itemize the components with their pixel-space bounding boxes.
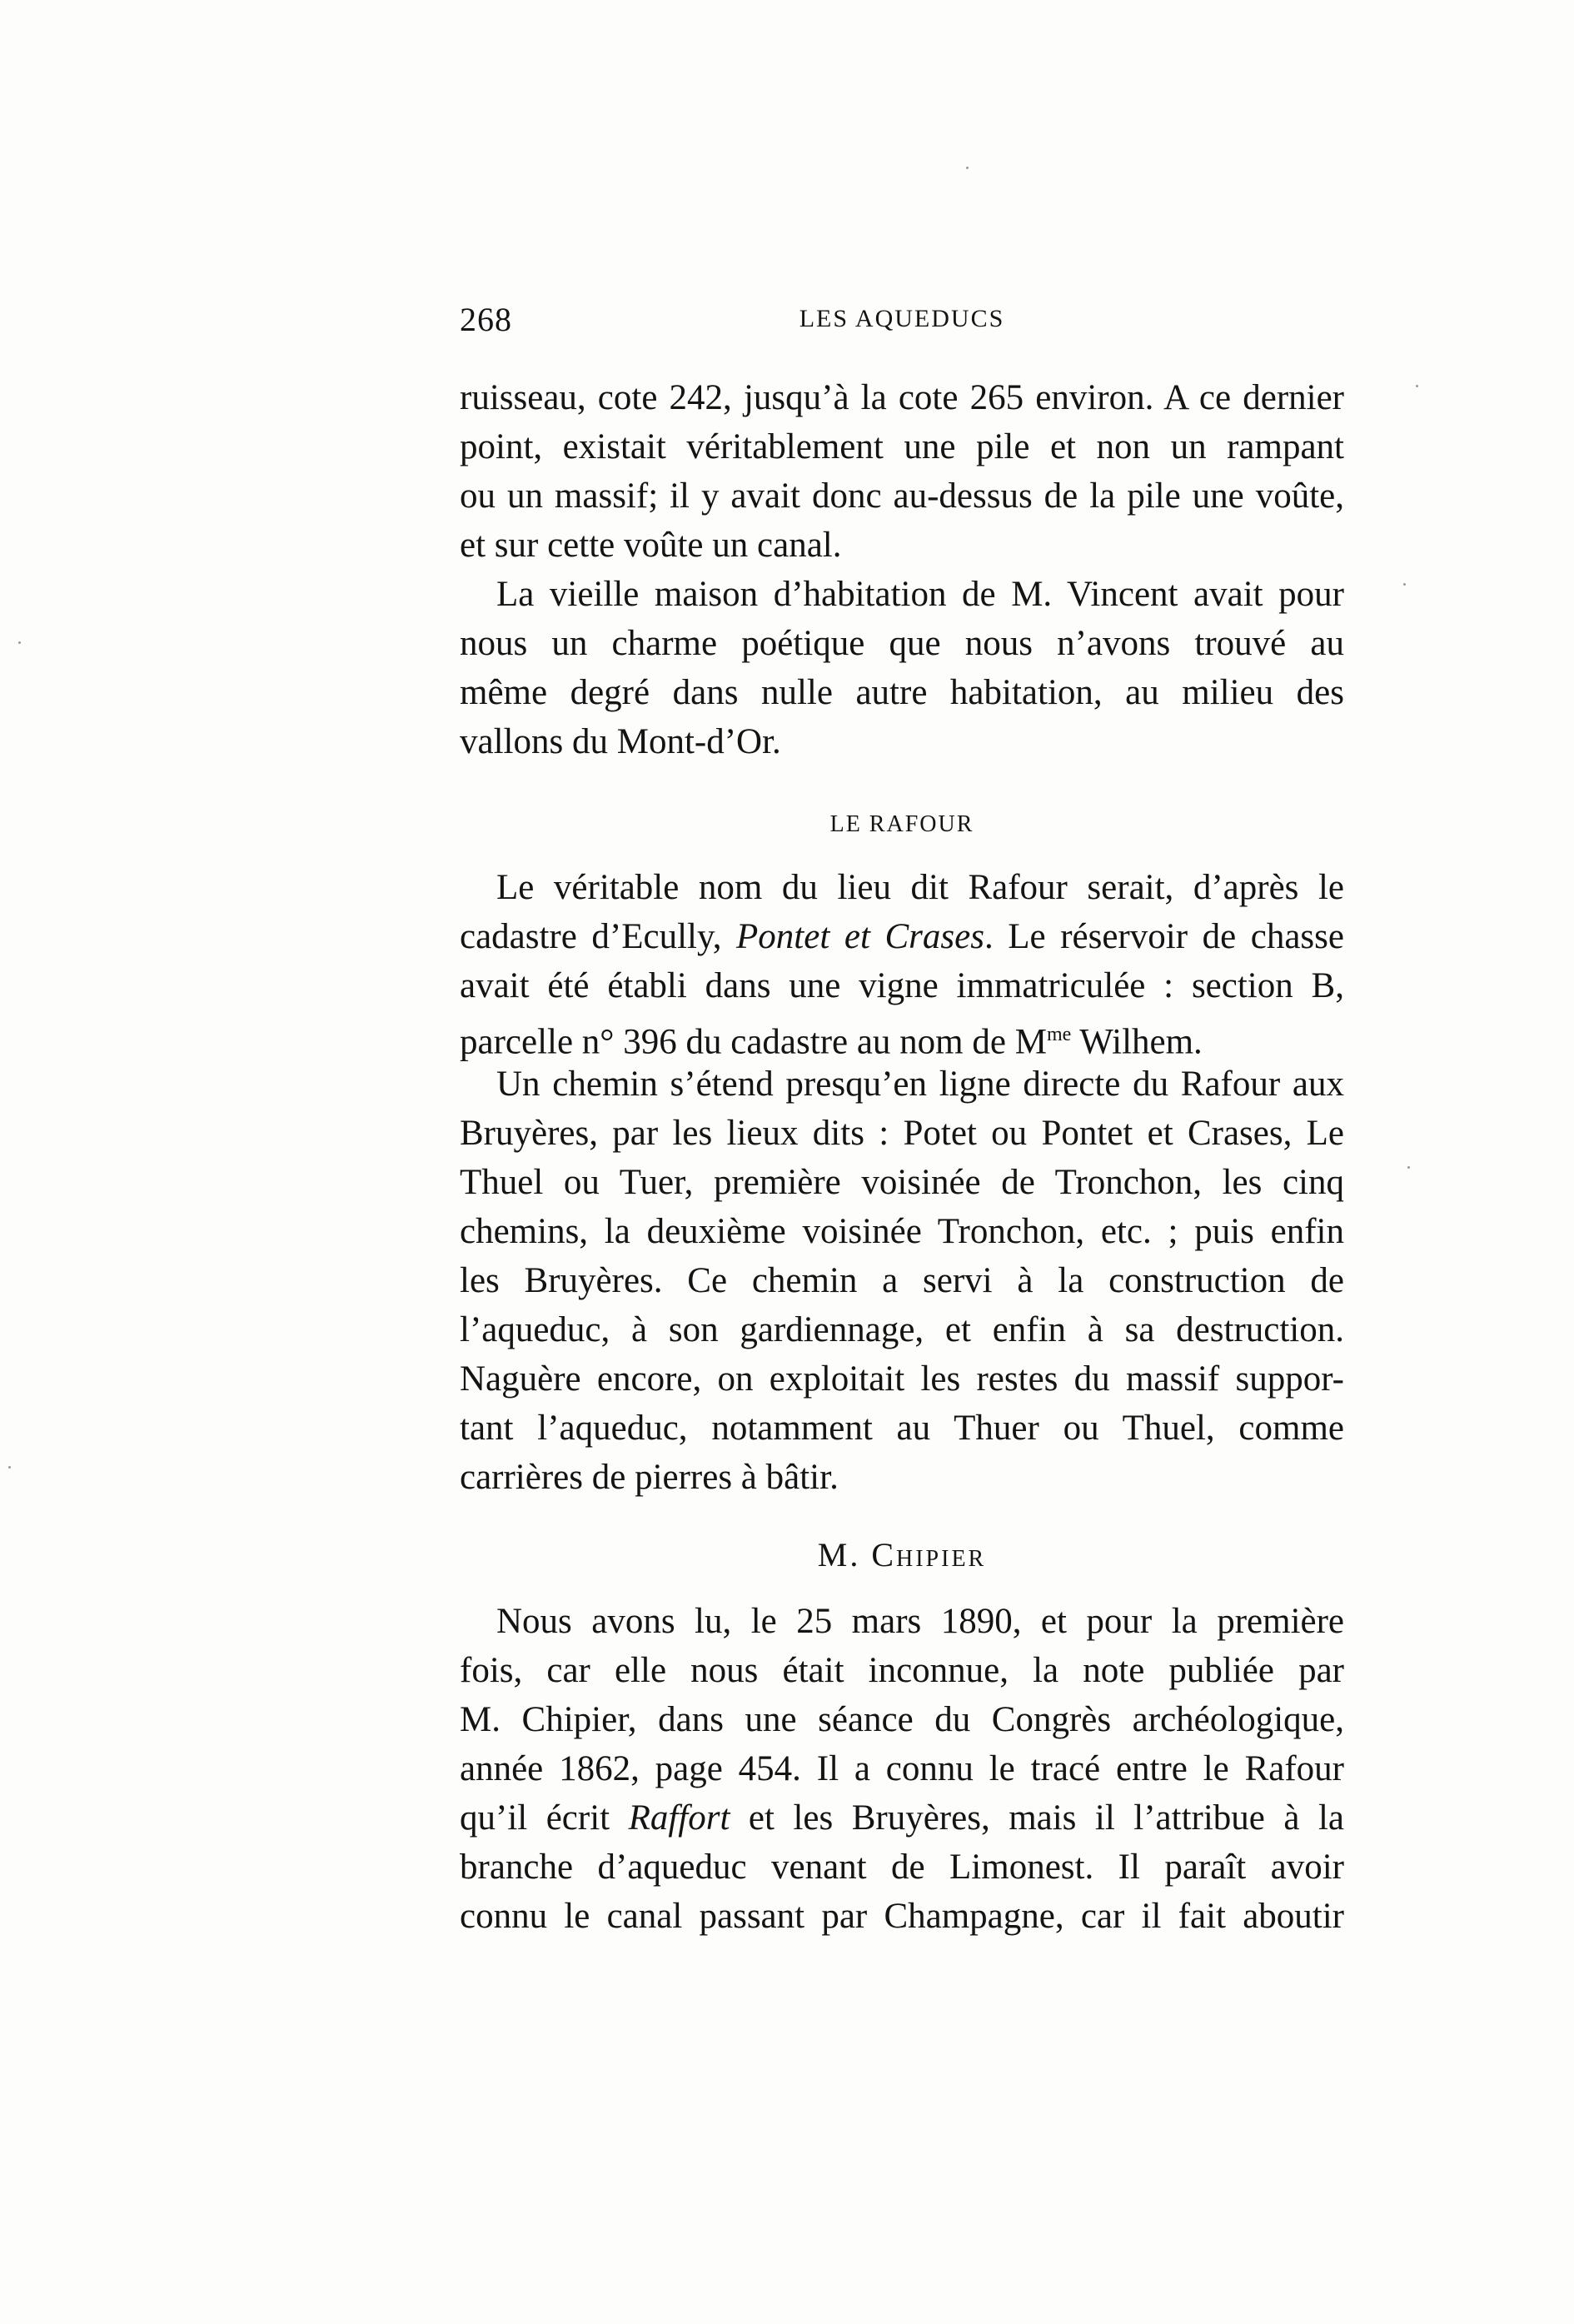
text-line: les Bruyères. Ce chemin a servi à la construction de (460, 1261, 1344, 1300)
text-line: Le véritable nom du lieu dit Rafour serait, d’après le (496, 868, 1344, 907)
paragraph-5 (460, 1597, 1344, 1941)
paragraph-2 (460, 570, 1344, 766)
text-line: avait été établi dans une vigne immatriculée : section B, (460, 966, 1344, 1005)
scan-speck (18, 641, 21, 644)
text-line: carrières de pierres à bâtir. (460, 1458, 839, 1497)
text-line (460, 1793, 1344, 1843)
text-line: l’aqueduc, à son gardiennage, et enfin à sa destruction. (460, 1310, 1344, 1349)
text-line: ou un massif; il y avait donc au-dessus de la pile une voûte, (460, 476, 1344, 516)
running-title: LES AQUEDUCS (799, 305, 1005, 332)
text-line: branche d’aqueduc venant de Limonest. Il paraît avoir (460, 1848, 1344, 1887)
text-line: fois, car elle nous était inconnue, la note publiée par (460, 1651, 1344, 1690)
scan-speck (8, 1466, 11, 1469)
body-text (460, 373, 1344, 1941)
text-line: Thuel ou Tuer, première voisinée de Tronchon, les cinq (460, 1163, 1344, 1202)
text-line: La vieille maison d’habitation de M. Vincent avait pour (496, 575, 1344, 614)
text-line: ruisseau, cote 242, jusqu’à la cote 265 environ. A ce dernier (460, 378, 1344, 417)
scan-speck (966, 167, 969, 169)
text-line (460, 1010, 1344, 1060)
italic-place-name: Pontet et Crases (736, 917, 984, 956)
paragraph-3 (460, 863, 1344, 1060)
superscript: me (1046, 1024, 1072, 1045)
scan-speck (1403, 583, 1406, 586)
text-line: tant l’aqueduc, notamment au Thuer ou Thuel, comme (460, 1409, 1344, 1448)
text-line: M. Chipier, dans une séance du Congrès archéologique, (460, 1700, 1344, 1739)
text-line: chemins, la deuxième voisinée Tronchon, etc. ; puis enfin (460, 1212, 1344, 1251)
text-line (460, 912, 1344, 961)
scan-speck (1407, 1166, 1410, 1169)
text-run: . Le réservoir de chasse (984, 917, 1344, 956)
section-heading-m-chipier: M. Chipier (817, 1536, 987, 1573)
text-run: cadastre d’Ecully, (460, 917, 737, 956)
text-run: parcelle n° 396 du cadastre au nom de M (460, 1022, 1047, 1062)
italic-place-name: Raffort (628, 1798, 730, 1838)
text-line: et sur cette voûte un canal. (460, 526, 842, 565)
text-line: même degré dans nulle autre habitation, au milieu des (460, 673, 1344, 712)
text-line: vallons du Mont-d’Or. (460, 722, 781, 761)
text-line: nous un charme poétique que nous n’avons trouvé au (460, 624, 1344, 663)
text-line: Nous avons lu, le 25 mars 1890, et pour la première (496, 1602, 1344, 1641)
section-heading-le-rafour: LE RAFOUR (829, 811, 974, 837)
text-line: Un chemin s’étend presqu’en ligne directe du Rafour aux (496, 1065, 1344, 1104)
text-line: Bruyères, par les lieux dits : Potet ou Pontet et Crases, Le (460, 1114, 1344, 1153)
paragraph-1 (460, 373, 1344, 570)
text-line: année 1862, page 454. Il a connu le tracé entre le Rafour (460, 1749, 1344, 1788)
paragraph-4 (460, 1060, 1344, 1502)
text-run: qu’il écrit (460, 1798, 629, 1838)
text-line: connu le canal passant par Champagne, car il fait aboutir (460, 1897, 1344, 1936)
text-run: Wilhem. (1071, 1022, 1203, 1062)
scan-speck (1416, 385, 1418, 387)
page-header (460, 300, 1344, 350)
text-line: point, existait véritablement une pile et non un rampant (460, 427, 1344, 466)
page-number: 268 (460, 301, 512, 338)
text-run: et les Bruyères, mais il l’attribue à la (730, 1798, 1344, 1838)
text-line: Naguère encore, on exploitait les restes du massif suppor- (460, 1359, 1344, 1399)
